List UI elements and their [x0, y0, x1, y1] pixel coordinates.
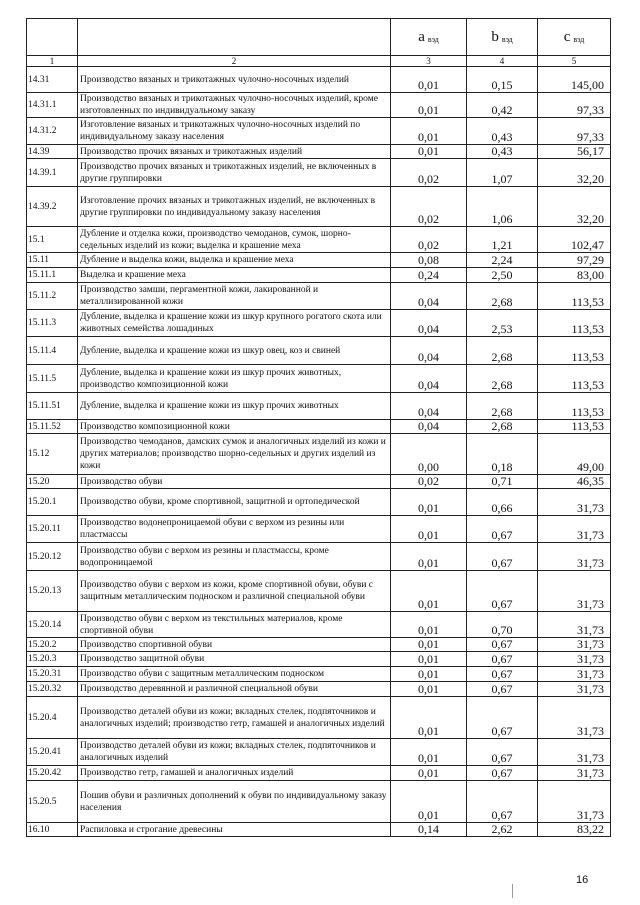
header-b-main: b	[491, 28, 499, 45]
row-name: Дубление, выделка и крашение кожи из шкур прочих животных	[78, 393, 391, 420]
row-b-value: 0,67	[467, 543, 538, 571]
row-b-value: 0,67	[467, 571, 538, 612]
row-code: 15.11.2	[27, 283, 78, 310]
row-code: 15.20.1	[27, 489, 78, 516]
row-a-value: 0,04	[391, 310, 467, 337]
table-row	[27, 612, 611, 638]
row-a-value: 0,01	[391, 67, 467, 93]
row-c-value: 31,73	[538, 489, 611, 516]
row-c-value: 31,73	[538, 781, 611, 823]
row-b-value: 0,70	[467, 612, 538, 638]
row-c-value: 113,53	[538, 393, 611, 420]
row-code: 15.12	[27, 434, 78, 475]
row-a-value: 0,02	[391, 159, 467, 187]
row-code: 15.11.5	[27, 365, 78, 393]
table-row	[27, 543, 611, 571]
row-name: Производство прочих вязаных и трикотажных изделий, не включенных в другие группировки	[78, 159, 391, 187]
row-name: Пошив обуви и различных дополнений к обуви по индивидуальному заказу населения	[78, 781, 391, 823]
row-a-value: 0,01	[391, 638, 467, 652]
row-c-value: 113,53	[538, 420, 611, 434]
row-c-value: 97,33	[538, 93, 611, 118]
row-name: Производство обуви	[78, 475, 391, 489]
row-b-value: 0,67	[467, 766, 538, 781]
row-code: 15.20.32	[27, 682, 78, 697]
column-number: 1	[27, 56, 78, 67]
table-row	[27, 283, 611, 310]
row-b-value: 2,68	[467, 393, 538, 420]
row-code: 15.20	[27, 475, 78, 489]
row-c-value: 56,17	[538, 145, 611, 159]
row-b-value: 0,66	[467, 489, 538, 516]
column-number: 3	[391, 56, 467, 67]
row-name: Производство прочих вязаных и трикотажных изделий	[78, 145, 391, 159]
row-a-value: 0,01	[391, 667, 467, 682]
row-name: Производство вязаных и трикотажных чулочно-носочных изделий	[78, 67, 391, 93]
row-name: Изготовление вязаных и трикотажных чулочно-носочных изделий по индивидуальному заказу населения	[78, 118, 391, 145]
row-c-value: 113,53	[538, 337, 611, 365]
table-row	[27, 638, 611, 652]
row-c-value: 113,53	[538, 310, 611, 337]
row-b-value: 0,15	[467, 67, 538, 93]
row-code: 15.11.1	[27, 268, 78, 283]
row-a-value: 0,04	[391, 365, 467, 393]
header-c-main: c	[563, 28, 571, 45]
row-name: Производство композиционной кожи	[78, 420, 391, 434]
row-name: Производство чемоданов, дамских сумок и аналогичных изделий из кожи и других материалов; производство шорно-седельных и других изделий из кожи	[78, 434, 391, 475]
table-row	[27, 268, 611, 283]
row-b-value: 0,42	[467, 93, 538, 118]
row-c-value: 83,22	[538, 823, 611, 837]
table-row	[27, 516, 611, 543]
table-row	[27, 420, 611, 434]
column-number: 2	[78, 56, 391, 67]
row-a-value: 0,01	[391, 781, 467, 823]
row-a-value: 0,01	[391, 543, 467, 571]
row-name: Производство деревянной и различной специальной обуви	[78, 682, 391, 697]
header-name	[78, 19, 391, 56]
row-c-value: 31,73	[538, 652, 611, 667]
row-b-value: 2,53	[467, 310, 538, 337]
row-b-value: 0,43	[467, 145, 538, 159]
row-name: Производство обуви с верхом из текстильных материалов, кроме спортивной обуви	[78, 612, 391, 638]
row-c-value: 31,73	[538, 682, 611, 697]
row-name: Производство деталей обуви из кожи; вкладных стелек, подпяточников и аналогичных изделий; производство гетр, гамашей и аналогичных изделий	[78, 697, 391, 739]
table-row	[27, 227, 611, 253]
row-code: 16.10	[27, 823, 78, 837]
table-row	[27, 781, 611, 823]
row-b-value: 0,67	[467, 697, 538, 739]
row-b-value: 2,68	[467, 337, 538, 365]
row-a-value: 0,01	[391, 682, 467, 697]
row-b-value: 0,67	[467, 781, 538, 823]
row-code: 15.20.14	[27, 612, 78, 638]
row-b-value: 0,67	[467, 682, 538, 697]
row-b-value: 2,68	[467, 365, 538, 393]
row-name: Дубление и выделка кожи, выделка и крашение меха	[78, 253, 391, 268]
row-b-value: 1,07	[467, 159, 538, 187]
header-b	[467, 19, 538, 56]
table-row	[27, 145, 611, 159]
column-number: 4	[467, 56, 538, 67]
row-b-value: 0,43	[467, 118, 538, 145]
row-code: 15.20.11	[27, 516, 78, 543]
row-c-value: 83,00	[538, 268, 611, 283]
row-code: 15.11.52	[27, 420, 78, 434]
header-code	[27, 19, 78, 56]
row-code: 15.11	[27, 253, 78, 268]
row-b-value: 2,68	[467, 283, 538, 310]
table-row	[27, 253, 611, 268]
row-code: 15.20.4	[27, 697, 78, 739]
row-a-value: 0,01	[391, 766, 467, 781]
row-a-value: 0,08	[391, 253, 467, 268]
row-a-value: 0,01	[391, 697, 467, 739]
row-name: Распиловка и строгание древесины	[78, 823, 391, 837]
row-code: 14.39.2	[27, 187, 78, 227]
header-a	[391, 19, 467, 56]
header-a-sub: вэд	[427, 34, 439, 44]
table-row	[27, 393, 611, 420]
row-c-value: 32,20	[538, 159, 611, 187]
table-row	[27, 159, 611, 187]
row-name: Выделка и крашение меха	[78, 268, 391, 283]
row-c-value: 31,73	[538, 667, 611, 682]
table-row	[27, 652, 611, 667]
row-code: 15.20.13	[27, 571, 78, 612]
industry-coefficients-table	[26, 18, 611, 837]
table-row	[27, 365, 611, 393]
header-c	[538, 19, 611, 56]
scan-mark	[512, 884, 513, 898]
row-code: 15.11.3	[27, 310, 78, 337]
row-code: 14.31.1	[27, 93, 78, 118]
row-name: Дубление, выделка и крашение кожи из шкур прочих животных, производство композиционной кожи	[78, 365, 391, 393]
row-c-value: 31,73	[538, 638, 611, 652]
row-c-value: 49,00	[538, 434, 611, 475]
row-a-value: 0,01	[391, 612, 467, 638]
row-c-value: 31,73	[538, 571, 611, 612]
row-b-value: 2,24	[467, 253, 538, 268]
row-c-value: 102,47	[538, 227, 611, 253]
row-b-value: 2,50	[467, 268, 538, 283]
row-a-value: 0,01	[391, 739, 467, 766]
row-a-value: 0,04	[391, 337, 467, 365]
row-b-value: 0,67	[467, 516, 538, 543]
row-b-value: 1,21	[467, 227, 538, 253]
row-code: 15.20.5	[27, 781, 78, 823]
row-code: 15.20.31	[27, 667, 78, 682]
row-a-value: 0,01	[391, 516, 467, 543]
row-code: 15.20.3	[27, 652, 78, 667]
row-name: Производство обуви с верхом из кожи, кроме спортивной обуви, обуви с защитным металлическим подноском и различной специальной обуви	[78, 571, 391, 612]
row-a-value: 0,02	[391, 187, 467, 227]
row-a-value: 0,14	[391, 823, 467, 837]
row-b-value: 0,67	[467, 667, 538, 682]
row-name: Производство обуви, кроме спортивной, защитной и ортопедической	[78, 489, 391, 516]
row-c-value: 31,73	[538, 766, 611, 781]
table-row	[27, 682, 611, 697]
row-c-value: 97,33	[538, 118, 611, 145]
table-row	[27, 766, 611, 781]
page-number: 16	[576, 874, 589, 886]
row-a-value: 0,24	[391, 268, 467, 283]
row-code: 14.39	[27, 145, 78, 159]
table-row	[27, 571, 611, 612]
row-code: 14.31	[27, 67, 78, 93]
row-c-value: 32,20	[538, 187, 611, 227]
header-b-sub: вэд	[501, 34, 513, 44]
column-number-row	[27, 56, 611, 67]
row-c-value: 97,29	[538, 253, 611, 268]
table-row	[27, 823, 611, 837]
row-c-value: 31,73	[538, 697, 611, 739]
row-c-value: 113,53	[538, 283, 611, 310]
row-code: 14.39.1	[27, 159, 78, 187]
table-row	[27, 475, 611, 489]
table-row	[27, 697, 611, 739]
row-a-value: 0,00	[391, 434, 467, 475]
table-row	[27, 93, 611, 118]
row-b-value: 0,71	[467, 475, 538, 489]
table-row	[27, 67, 611, 93]
table-row	[27, 310, 611, 337]
row-c-value: 31,73	[538, 516, 611, 543]
row-c-value: 31,73	[538, 543, 611, 571]
row-name: Дубление, выделка и крашение кожи из шкур крупного рогатого скота или животных семейства лошадиных	[78, 310, 391, 337]
row-c-value: 145,00	[538, 67, 611, 93]
row-name: Производство вязаных и трикотажных чулочно-носочных изделий, кроме изготовленных по индивидуальному заказу	[78, 93, 391, 118]
row-code: 14.31.2	[27, 118, 78, 145]
row-code: 15.20.12	[27, 543, 78, 571]
row-a-value: 0,02	[391, 227, 467, 253]
row-name: Производство замши, пергаментной кожи, лакированной и металлизированной кожи	[78, 283, 391, 310]
row-b-value: 0,67	[467, 652, 538, 667]
table-header-row	[27, 19, 611, 56]
row-name: Производство водонепроницаемой обуви с верхом из резины или пластмассы	[78, 516, 391, 543]
row-a-value: 0,01	[391, 93, 467, 118]
row-a-value: 0,01	[391, 118, 467, 145]
column-number: 5	[538, 56, 611, 67]
row-name: Производство гетр, гамашей и аналогичных изделий	[78, 766, 391, 781]
row-name: Дубление, выделка и крашение кожи из шкур овец, коз и свиней	[78, 337, 391, 365]
row-b-value: 0,67	[467, 638, 538, 652]
row-a-value: 0,01	[391, 145, 467, 159]
header-c-sub: вэд	[573, 34, 585, 44]
table-row	[27, 187, 611, 227]
table-row	[27, 118, 611, 145]
table-row	[27, 489, 611, 516]
row-name: Производство обуви с верхом из резины и пластмассы, кроме водопроницаемой	[78, 543, 391, 571]
row-a-value: 0,01	[391, 652, 467, 667]
row-name: Производство спортивной обуви	[78, 638, 391, 652]
table-row	[27, 434, 611, 475]
row-code: 15.1	[27, 227, 78, 253]
row-b-value: 2,68	[467, 420, 538, 434]
row-a-value: 0,02	[391, 475, 467, 489]
row-c-value: 113,53	[538, 365, 611, 393]
table-row	[27, 739, 611, 766]
row-c-value: 31,73	[538, 612, 611, 638]
row-c-value: 31,73	[538, 739, 611, 766]
row-b-value: 0,67	[467, 739, 538, 766]
row-code: 15.11.4	[27, 337, 78, 365]
table-row	[27, 337, 611, 365]
row-c-value: 46,35	[538, 475, 611, 489]
header-a-main: a	[418, 28, 425, 45]
row-a-value: 0,01	[391, 489, 467, 516]
row-a-value: 0,04	[391, 393, 467, 420]
row-name: Производство обуви с защитным металлическим подноском	[78, 667, 391, 682]
row-b-value: 1,06	[467, 187, 538, 227]
row-name: Дубление и отделка кожи, производство чемоданов, сумок, шорно-седельных изделий из кожи; выделка и крашение меха	[78, 227, 391, 253]
row-code: 15.11.51	[27, 393, 78, 420]
row-code: 15.20.42	[27, 766, 78, 781]
row-b-value: 2,62	[467, 823, 538, 837]
row-name: Производство защитной обуви	[78, 652, 391, 667]
row-name: Изготовление прочих вязаных и трикотажных изделий, не включенных в другие группировки по индивидуальному заказу населения	[78, 187, 391, 227]
row-a-value: 0,01	[391, 571, 467, 612]
row-name: Производство деталей обуви из кожи; вкладных стелек, подпяточников и аналогичных изделий	[78, 739, 391, 766]
row-a-value: 0,04	[391, 420, 467, 434]
row-code: 15.20.41	[27, 739, 78, 766]
row-b-value: 0,18	[467, 434, 538, 475]
table-row	[27, 667, 611, 682]
table-body	[27, 67, 611, 837]
row-code: 15.20.2	[27, 638, 78, 652]
row-a-value: 0,04	[391, 283, 467, 310]
